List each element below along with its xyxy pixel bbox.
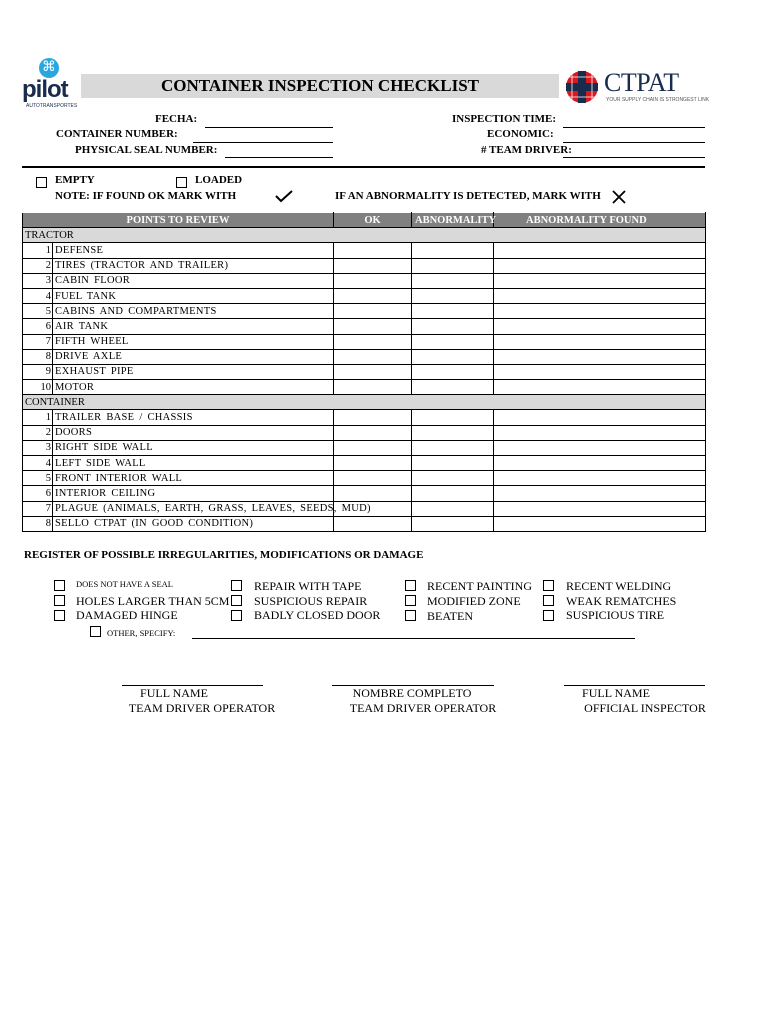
abnormality-found-cell[interactable] xyxy=(494,425,706,440)
other-checkbox[interactable] xyxy=(90,626,101,637)
inspection-table xyxy=(22,212,706,532)
abnormality-cell[interactable] xyxy=(412,425,494,440)
abnormality-found-cell[interactable] xyxy=(494,349,706,364)
inspection-time-label: INSPECTION TIME: xyxy=(452,113,557,125)
abnormality-cell[interactable] xyxy=(412,319,494,334)
item-number: 1 xyxy=(23,410,53,425)
loaded-label: LOADED xyxy=(195,174,243,186)
abnormality-cell[interactable] xyxy=(412,243,494,258)
header-abnormality-found: ABNORMALITY FOUND xyxy=(494,213,706,228)
item-number: 6 xyxy=(23,319,53,334)
suspicious-repair-label: SUSPICIOUS REPAIR xyxy=(254,594,368,608)
ctpat-logo-text: CTPAT xyxy=(604,68,679,97)
table-row xyxy=(23,243,706,258)
item-label: RIGHT SIDE WALL xyxy=(53,440,334,455)
note-abnormal-label: IF AN ABNORMALITY IS DETECTED, MARK WITH xyxy=(335,190,601,202)
table-row xyxy=(23,319,706,334)
abnormality-found-cell[interactable] xyxy=(494,273,706,288)
section-title: CONTAINER xyxy=(23,395,706,410)
item-number: 4 xyxy=(23,288,53,303)
inspection-time-field[interactable] xyxy=(563,127,705,128)
container-number-field[interactable] xyxy=(193,142,333,143)
ok-cell[interactable] xyxy=(334,440,412,455)
abnormality-found-cell[interactable] xyxy=(494,258,706,273)
abnormality-cell[interactable] xyxy=(412,364,494,379)
table-row xyxy=(23,516,706,531)
weak-rematches-checkbox[interactable] xyxy=(543,595,554,606)
economic-label: ECONOMIC: xyxy=(487,128,554,140)
ok-cell[interactable] xyxy=(334,273,412,288)
ok-cell[interactable] xyxy=(334,319,412,334)
suspicious-tire-checkbox[interactable] xyxy=(543,610,554,621)
abnormality-found-cell[interactable] xyxy=(494,243,706,258)
table-row xyxy=(23,456,706,471)
signature-2-name: NOMBRE COMPLETO xyxy=(352,686,472,700)
physical-seal-label: PHYSICAL SEAL NUMBER: xyxy=(75,144,218,156)
ok-cell[interactable] xyxy=(334,516,412,531)
no-seal-label: DOES NOT HAVE A SEAL xyxy=(76,579,173,589)
abnormality-found-cell[interactable] xyxy=(494,501,706,516)
item-number: 9 xyxy=(23,364,53,379)
abnormality-cell[interactable] xyxy=(412,334,494,349)
item-number: 3 xyxy=(23,273,53,288)
repair-tape-label: REPAIR WITH TAPE xyxy=(254,579,362,593)
item-number: 4 xyxy=(23,456,53,471)
abnormality-found-cell[interactable] xyxy=(494,319,706,334)
signature-2-role: TEAM DRIVER OPERATOR xyxy=(349,701,497,715)
item-label: DOORS xyxy=(53,425,334,440)
economic-field[interactable] xyxy=(563,142,705,143)
damaged-hinge-checkbox[interactable] xyxy=(54,610,65,621)
item-number: 8 xyxy=(23,516,53,531)
beaten-label: BEATEN xyxy=(427,609,473,623)
repair-tape-checkbox[interactable] xyxy=(231,580,242,591)
abnormality-found-cell[interactable] xyxy=(494,471,706,486)
abnormality-cell[interactable] xyxy=(412,440,494,455)
modified-zone-label: MODIFIED ZONE xyxy=(427,594,521,608)
fecha-label: FECHA: xyxy=(155,113,198,125)
abnormality-found-cell[interactable] xyxy=(494,334,706,349)
item-number: 2 xyxy=(23,425,53,440)
pilot-logo-icon: ⌘ xyxy=(39,58,59,78)
abnormality-found-cell[interactable] xyxy=(494,380,706,395)
item-number: 6 xyxy=(23,486,53,501)
abnormality-cell[interactable] xyxy=(412,304,494,319)
item-label: FIFTH WHEEL xyxy=(53,334,334,349)
ctpat-logo xyxy=(560,70,710,104)
pilot-logo-sub: AUTOTRANSPORTES xyxy=(26,103,78,109)
abnormality-found-cell[interactable] xyxy=(494,288,706,303)
abnormality-cell[interactable] xyxy=(412,516,494,531)
recent-welding-checkbox[interactable] xyxy=(543,580,554,591)
item-label: SELLO CTPAT (IN GOOD CONDITION) xyxy=(53,516,334,531)
no-seal-checkbox[interactable] xyxy=(54,580,65,591)
abnormality-cell[interactable] xyxy=(412,288,494,303)
table-row xyxy=(23,486,706,501)
header-divider xyxy=(22,166,705,168)
table-row xyxy=(23,380,706,395)
badly-closed-door-label: BADLY CLOSED DOOR xyxy=(254,608,381,622)
ctpat-tagline: YOUR SUPPLY CHAIN IS STRONGEST LINK xyxy=(606,97,710,103)
item-label: MOTOR xyxy=(53,380,334,395)
page-title: CONTAINER INSPECTION CHECKLIST xyxy=(81,74,559,98)
signature-3-role: OFFICIAL INSPECTOR xyxy=(584,701,706,715)
ok-cell[interactable] xyxy=(334,243,412,258)
item-number: 5 xyxy=(23,304,53,319)
ok-cell[interactable] xyxy=(334,456,412,471)
pilot-logo xyxy=(22,56,80,112)
modified-zone-checkbox[interactable] xyxy=(405,595,416,606)
ok-cell[interactable] xyxy=(334,410,412,425)
team-driver-label: # TEAM DRIVER: xyxy=(481,144,572,156)
table-row xyxy=(23,288,706,303)
register-title: REGISTER OF POSSIBLE IRREGULARITIES, MODIFICATIONS OR DAMAGE xyxy=(24,549,424,561)
table-row xyxy=(23,501,706,516)
item-label: INTERIOR CEILING xyxy=(53,486,334,501)
item-label: DRIVE AXLE xyxy=(53,349,334,364)
header-ok: OK xyxy=(334,213,412,228)
item-number: 8 xyxy=(23,349,53,364)
section-row xyxy=(23,395,706,410)
beaten-checkbox[interactable] xyxy=(405,610,416,621)
item-label: FUEL TANK xyxy=(53,288,334,303)
item-label: TIRES (TRACTOR AND TRAILER) xyxy=(53,258,334,273)
recent-painting-checkbox[interactable] xyxy=(405,580,416,591)
abnormality-cell[interactable] xyxy=(412,349,494,364)
recent-welding-label: RECENT WELDING xyxy=(566,579,672,593)
table-row xyxy=(23,273,706,288)
empty-label: EMPTY xyxy=(55,174,95,186)
item-label: TRAILER BASE / CHASSIS xyxy=(53,410,334,425)
table-row xyxy=(23,258,706,273)
table-row xyxy=(23,349,706,364)
header-abnormality: ABNORMALITY xyxy=(412,213,494,228)
x-mark-icon xyxy=(611,189,627,205)
item-number: 2 xyxy=(23,258,53,273)
suspicious-tire-label: SUSPICIOUS TIRE xyxy=(566,608,665,622)
team-driver-field[interactable] xyxy=(563,157,705,158)
item-label: EXHAUST PIPE xyxy=(53,364,334,379)
item-number: 7 xyxy=(23,334,53,349)
item-label: CABIN FLOOR xyxy=(53,273,334,288)
empty-checkbox[interactable] xyxy=(36,177,47,188)
item-label: CABINS AND COMPARTMENTS xyxy=(53,304,334,319)
abnormality-cell[interactable] xyxy=(412,380,494,395)
item-number: 7 xyxy=(23,501,53,516)
table-header-row xyxy=(23,213,706,228)
item-number: 1 xyxy=(23,243,53,258)
abnormality-cell[interactable] xyxy=(412,456,494,471)
item-number: 5 xyxy=(23,471,53,486)
ok-cell[interactable] xyxy=(334,258,412,273)
suspicious-repair-checkbox[interactable] xyxy=(231,595,242,606)
ok-cell[interactable] xyxy=(334,304,412,319)
item-label: LEFT SIDE WALL xyxy=(53,456,334,471)
abnormality-cell[interactable] xyxy=(412,501,494,516)
container-number-label: CONTAINER NUMBER: xyxy=(56,128,178,140)
abnormality-found-cell[interactable] xyxy=(494,304,706,319)
ok-cell[interactable] xyxy=(334,364,412,379)
table-row xyxy=(23,410,706,425)
badly-closed-door-checkbox[interactable] xyxy=(231,610,242,621)
physical-seal-field[interactable] xyxy=(225,157,333,158)
item-label: FRONT INTERIOR WALL xyxy=(53,471,334,486)
table-row xyxy=(23,440,706,455)
abnormality-found-cell[interactable] xyxy=(494,440,706,455)
item-label: DEFENSE xyxy=(53,243,334,258)
signature-3-name: FULL NAME xyxy=(582,686,650,700)
signature-1-name: FULL NAME xyxy=(140,686,208,700)
ctpat-logo-icon xyxy=(560,70,604,104)
section-row xyxy=(23,228,706,243)
abnormality-cell[interactable] xyxy=(412,410,494,425)
other-field[interactable] xyxy=(192,638,635,639)
abnormality-found-cell[interactable] xyxy=(494,410,706,425)
checkmark-icon xyxy=(274,189,294,203)
abnormality-found-cell[interactable] xyxy=(494,364,706,379)
table-row xyxy=(23,425,706,440)
ok-cell[interactable] xyxy=(334,288,412,303)
recent-painting-label: RECENT PAINTING xyxy=(427,579,533,593)
holes-checkbox[interactable] xyxy=(54,595,65,606)
abnormality-cell[interactable] xyxy=(412,273,494,288)
abnormality-cell[interactable] xyxy=(412,258,494,273)
item-label: AIR TANK xyxy=(53,319,334,334)
ok-cell[interactable] xyxy=(334,425,412,440)
section-title: TRACTOR xyxy=(23,228,706,243)
table-row xyxy=(23,471,706,486)
table-row xyxy=(23,364,706,379)
abnormality-cell[interactable] xyxy=(412,471,494,486)
ok-cell[interactable] xyxy=(334,486,412,501)
signature-1-role: TEAM DRIVER OPERATOR xyxy=(128,701,276,715)
ok-cell[interactable] xyxy=(334,471,412,486)
ok-cell[interactable] xyxy=(334,334,412,349)
item-label: PLAGUE (ANIMALS, EARTH, GRASS, LEAVES, SEEDS, MUD) xyxy=(53,501,334,516)
ok-cell[interactable] xyxy=(334,380,412,395)
fecha-field[interactable] xyxy=(205,127,333,128)
abnormality-cell[interactable] xyxy=(412,486,494,501)
abnormality-found-cell[interactable] xyxy=(494,456,706,471)
abnormality-found-cell[interactable] xyxy=(494,486,706,501)
other-label: OTHER, SPECIFY: xyxy=(107,628,176,638)
ok-cell[interactable] xyxy=(334,349,412,364)
item-number: 3 xyxy=(23,440,53,455)
note-ok-label: NOTE: IF FOUND OK MARK WITH xyxy=(55,190,237,202)
holes-label: HOLES LARGER THAN 5CM xyxy=(76,594,230,608)
header-points-to-review: POINTS TO REVIEW xyxy=(23,213,334,228)
pilot-logo-text: pilot xyxy=(22,76,68,103)
table-row xyxy=(23,334,706,349)
damaged-hinge-label: DAMAGED HINGE xyxy=(76,608,178,622)
table-row xyxy=(23,304,706,319)
item-number: 10 xyxy=(23,380,53,395)
abnormality-found-cell[interactable] xyxy=(494,516,706,531)
loaded-checkbox[interactable] xyxy=(176,177,187,188)
weak-rematches-label: WEAK REMATCHES xyxy=(566,594,677,608)
